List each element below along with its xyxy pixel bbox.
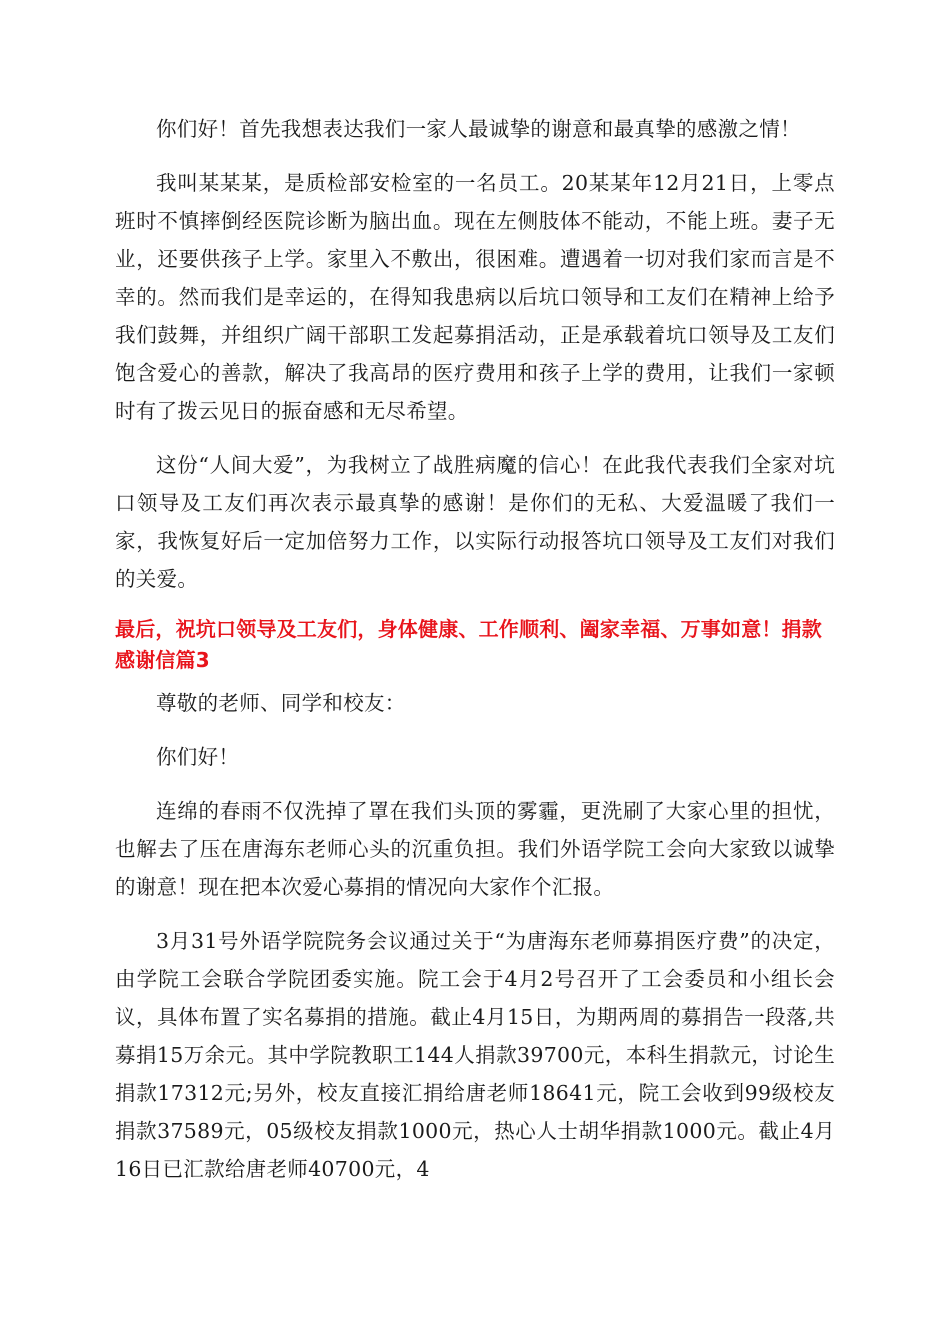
paragraph-thanks: 连绵的春雨不仅洗掉了罩在我们头顶的雾霾，更洗刷了大家心里的担忧，也解去了压在唐海东老师心头的沉重负担。我们外语学院工会向大家致以诚挚的谢意！现在把本次爱心募捐的情况向大家作个汇报。 [115,799,835,899]
paragraph-salutation: 尊敬的老师、同学和校友： [156,691,406,715]
paragraph-greeting: 你们好！首先我想表达我们一家人最诚挚的谢意和最真挚的感激之情！ [156,117,801,141]
paragraph-donation-report: 3月31号外语学院院务会议通过关于“为唐海东老师募捐医疗费”的决定，由学院工会联合学院团委实施。院工会于4月2号召开了工会委员和小组长会议，具体布置了实名募捐的措施。截止4月15日，为期两周的募捐告一段落,共募捐15万余元。其中学院教职工144人捐款39700元，本科生捐款元，讨论生捐款17312元;另外，校友直接汇捐给唐老师18641元，院工会收到99级校友捐款37589元，05级校友捐款1000元，热心人士胡华捐款1000元。截止4月16日已汇款给唐老师40700元，4 [115,929,835,1181]
paragraph-introduction: 我叫某某某，是质检部安检室的一名员工。20某某年12月21日，上零点班时不慎摔倒经医院诊断为脑出血。现在左侧肢体不能动，不能上班。妻子无业，还要供孩子上学。家里入不敷出，很困难。遭遇着一切对我们家而言是不幸的。然而我们是幸运的，在得知我患病以后坑口领导和工友们在精神上给予我们鼓舞，并组织广阔干部职工发起募捐活动，正是承载着坑口领导及工友们饱含爱心的善款，解决了我高昂的医疗费用和孩子上学的费用，让我们一家顿时有了拨云见日的振奋感和无尽希望。 [115,171,835,423]
section-heading: 最后，祝坑口领导及工友们，身体健康、工作顺利、阖家幸福、万事如意！捐款感谢信篇3 [115,617,822,672]
document-body [115,110,835,1204]
paragraph-hello: 你们好！ [156,745,240,769]
paragraph-gratitude: 这份“人间大爱”，为我树立了战胜病魔的信心！在此我代表我们全家对坑口领导及工友们再次表示最真挚的感谢！是你们的无私、大爱温暖了我们一家，我恢复好后一定加倍努力工作，以实际行动报答坑口领导及工友们对我们的关爱。 [115,453,835,591]
